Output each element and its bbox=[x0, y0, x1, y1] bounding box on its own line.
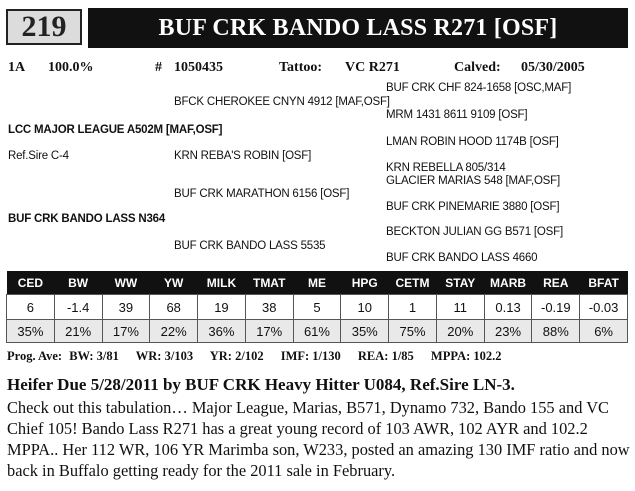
epd-header: BFAT bbox=[580, 271, 628, 295]
epd-value: -0.03 bbox=[580, 295, 628, 320]
epd-accuracy: 35% bbox=[341, 320, 389, 343]
epd-accuracy: 88% bbox=[532, 320, 580, 343]
pedigree-ssd: MRM 1431 8611 9109 [OSF] bbox=[386, 109, 528, 121]
epd-accuracy: 17% bbox=[102, 320, 150, 343]
epd-header-row bbox=[7, 271, 628, 295]
epd-value: 39 bbox=[102, 295, 150, 320]
epd-value: 19 bbox=[198, 295, 246, 320]
epd-value: 6 bbox=[7, 295, 55, 320]
epd-accuracy: 22% bbox=[150, 320, 198, 343]
epd-value: 5 bbox=[293, 295, 341, 320]
pedigree-ds: BUF CRK MARATHON 6156 [OSF] bbox=[174, 188, 350, 200]
pedigree-dds: BECKTON JULIAN GG B571 [OSF] bbox=[386, 226, 563, 238]
epd-accuracy: 17% bbox=[245, 320, 293, 343]
epd-accuracy: 6% bbox=[580, 320, 628, 343]
epd-header: CETM bbox=[389, 271, 437, 295]
epd-table bbox=[6, 271, 628, 343]
pedigree-ddd: BUF CRK BANDO LASS 4660 bbox=[386, 252, 538, 264]
epd-header: HPG bbox=[341, 271, 389, 295]
pedigree-dss: GLACIER MARIAS 548 [MAF,OSF] bbox=[386, 175, 560, 187]
registration-label: # bbox=[155, 60, 162, 75]
epd-value: 11 bbox=[436, 295, 484, 320]
epd-accuracy: 75% bbox=[389, 320, 437, 343]
pedigree-sd: KRN REBA'S ROBIN [OSF] bbox=[174, 150, 312, 162]
pedigree-sire: LCC MAJOR LEAGUE A502M [MAF,OSF] bbox=[8, 124, 223, 136]
epd-header: ME bbox=[293, 271, 341, 295]
lot-number: 219 bbox=[6, 9, 82, 45]
epd-header: WW bbox=[102, 271, 150, 295]
epd-value: 68 bbox=[150, 295, 198, 320]
epd-header: REA bbox=[532, 271, 580, 295]
tattoo-label: Tattoo: bbox=[279, 60, 323, 75]
epd-header: YW bbox=[150, 271, 198, 295]
epd-value: -1.4 bbox=[54, 295, 102, 320]
progeny-yr: YR: 2/102 bbox=[209, 349, 264, 363]
epd-value: 10 bbox=[341, 295, 389, 320]
epd-value: 38 bbox=[245, 295, 293, 320]
progeny-mppa: MPPA: 102.2 bbox=[430, 349, 502, 363]
epd-accuracy-row bbox=[7, 320, 628, 343]
epd-accuracy: 21% bbox=[54, 320, 102, 343]
pedigree-sss: BUF CRK CHF 824-1658 [OSC,MAF] bbox=[386, 82, 572, 94]
registration-number: 1050435 bbox=[174, 60, 223, 75]
progeny-label: Prog. Ave: bbox=[7, 349, 63, 363]
epd-value: -0.19 bbox=[532, 295, 580, 320]
pedigree-dsd: BUF CRK PINEMARIE 3880 [OSF] bbox=[386, 201, 560, 213]
progeny-rea: REA: 1/85 bbox=[357, 349, 414, 363]
epd-header: CED bbox=[7, 271, 55, 295]
animal-name-title: BUF CRK BANDO LASS R271 [OSF] bbox=[88, 8, 628, 48]
lot-description: Check out this tabulation… Major League, Marias, B571, Dynamo 732, Bando 155 and VC Chief 105! Bando Lass R271 has a great young record of 103 AWR, 102 AYR and 102.2 MPPA.. Her 112 WR, 106 YR Marimba son, W233, posted an amazing 130 IMF ratio and now back in Buffalo getting ready for the 2011 sale in February. bbox=[7, 398, 630, 480]
pedigree-dd: BUF CRK BANDO LASS 5535 bbox=[174, 240, 326, 252]
pedigree-sdd: KRN REBELLA 805/314 bbox=[386, 162, 506, 174]
pedigree-dam: BUF CRK BANDO LASS N364 bbox=[8, 213, 166, 225]
epd-header: MILK bbox=[198, 271, 246, 295]
epd-accuracy: 35% bbox=[7, 320, 55, 343]
epd-value: 1 bbox=[389, 295, 437, 320]
heifer-due-line: Heifer Due 5/28/2011 by BUF CRK Heavy Hitter U084, Ref.Sire LN-3. bbox=[7, 375, 515, 394]
epd-header: BW bbox=[54, 271, 102, 295]
progeny-wr: WR: 3/103 bbox=[135, 349, 194, 363]
epd-value: 0.13 bbox=[484, 295, 532, 320]
progeny-averages bbox=[7, 349, 516, 364]
progeny-imf: IMF: 1/130 bbox=[280, 349, 341, 363]
epd-header: STAY bbox=[436, 271, 484, 295]
calved-date: 05/30/2005 bbox=[521, 60, 585, 75]
epd-accuracy: 61% bbox=[293, 320, 341, 343]
animal-type: 1A bbox=[8, 60, 26, 75]
epd-accuracy: 20% bbox=[436, 320, 484, 343]
epd-value-row bbox=[7, 295, 628, 320]
pedigree-ss: BFCK CHEROKEE CNYN 4912 [MAF,OSF] bbox=[174, 96, 390, 108]
pedigree-sds: LMAN ROBIN HOOD 1174B [OSF] bbox=[386, 136, 559, 148]
calved-label: Calved: bbox=[454, 60, 501, 75]
progeny-bw: BW: 3/81 bbox=[69, 349, 119, 363]
epd-header: MARB bbox=[484, 271, 532, 295]
tattoo-value: VC R271 bbox=[345, 60, 400, 75]
percent-value: 100.0% bbox=[48, 60, 94, 75]
epd-header: TMAT bbox=[245, 271, 293, 295]
epd-accuracy: 36% bbox=[198, 320, 246, 343]
epd-accuracy: 23% bbox=[484, 320, 532, 343]
ref-sire: Ref.Sire C-4 bbox=[8, 150, 69, 162]
